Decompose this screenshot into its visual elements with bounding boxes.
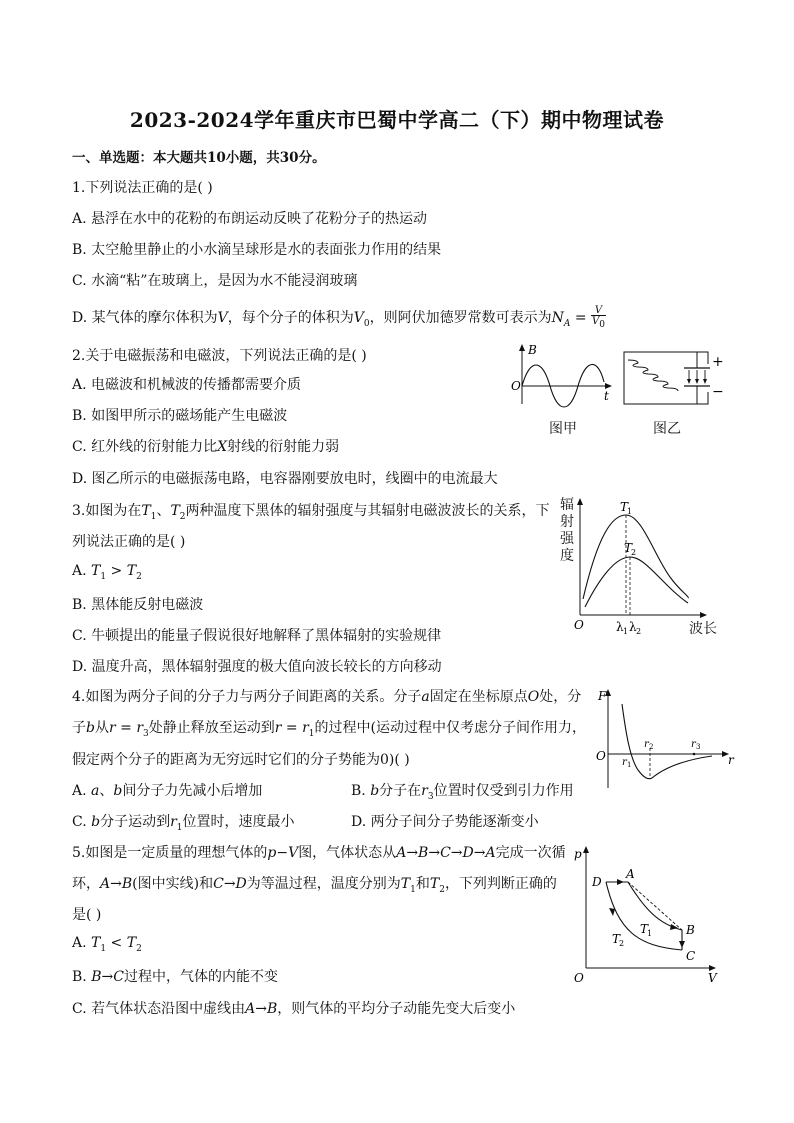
q3-stem-text-2: 、 [156, 503, 171, 519]
q5-option-a: A. $T_1 < T_2$ [72, 935, 142, 954]
svg-text:λ: λ [616, 620, 624, 634]
q3-option-d: D. 温度升高，黑体辐射强度的极大值向波长较长的方向移动 [72, 659, 442, 675]
q1-d-text: D. 某气体的摩尔体积为 [72, 310, 218, 326]
q4-a-text-2: 间分子力先减小后增加 [122, 783, 263, 799]
q2-figure-b-lc-circuit [618, 344, 728, 410]
q3-ylabel-char: 度 [560, 548, 574, 564]
svg-text:V: V [708, 971, 717, 984]
svg-text:C: C [686, 949, 696, 963]
svg-text:T: T [640, 922, 649, 936]
q2-option-d: D. 图乙所示的电磁振荡电路，电容器刚要放电时，线圈中的电流最大 [72, 471, 498, 487]
svg-text:T: T [624, 541, 633, 555]
q5-stem-text-8: ，下列判断正确的 [444, 876, 557, 892]
q1-d-text-3: ，则阿伏加德罗常数可表示为 [369, 310, 552, 326]
svg-text:O: O [574, 618, 584, 632]
q3-option-a: A. $T_1 > T_2$ [72, 563, 142, 582]
q4-stem-line1: 4.如图为两分子间的分子力与两分子间距离的关系。分子a固定在坐标原点O处，分 [72, 689, 582, 705]
q4-option-b: B. b分子在$r_3$位置时仅受到引力作用 [351, 783, 574, 802]
svg-text:B: B [528, 343, 537, 357]
q4-stem-text-6: 处静止释放至运动到 [148, 720, 275, 736]
svg-text:B: B [686, 923, 695, 937]
svg-text:1: 1 [623, 627, 629, 636]
svg-text:2: 2 [631, 548, 637, 557]
svg-text:t: t [604, 389, 609, 403]
q2-c-text: C. 红外线的衍射能力比 [72, 439, 218, 455]
q4-stem-text-5: 从 [94, 720, 109, 736]
svg-text:+: + [712, 354, 724, 370]
q5-stem-text-7: 和 [415, 876, 430, 892]
q1-stem: 1.下列说法正确的是( ) [72, 180, 213, 196]
q3-a-text: A. [72, 563, 92, 579]
q2-figure-b-caption: 图乙 [653, 421, 681, 437]
svg-text:r: r [728, 753, 734, 767]
q3-stem-text: 3.如图为在 [72, 503, 142, 519]
q4-stem-text: 4.如图为两分子间的分子力与两分子间距离的关系。分子 [72, 689, 422, 705]
q1-option-a: A. 悬浮在水中的花粉的布朗运动反映了花粉分子的热运动 [72, 211, 428, 227]
svg-text:2: 2 [649, 743, 654, 751]
q4-b-text: B. [351, 783, 371, 799]
q4-stem-line2: 子b从$r = r_3$处静止释放至运动到$r = r_1$的过程中(运动过程中仅考虑分子间作用力， [72, 720, 586, 739]
svg-text:1: 1 [627, 507, 633, 516]
q4-stem-text-3: 处，分 [539, 689, 582, 705]
section-heading: 一、单选题：本大题共10小题，共30分。 [72, 150, 326, 166]
svg-text:O: O [574, 971, 584, 984]
q4-c-text: C. [72, 814, 92, 830]
q2-c-text-2: 射线的衍射能力弱 [227, 439, 340, 455]
svg-text:T: T [612, 932, 621, 946]
q3-option-c: C. 牛顿提出的能量子假说很好地解释了黑体辐射的实验规律 [72, 628, 442, 644]
q5-stem-text-4: 环， [72, 876, 100, 892]
svg-text:λ: λ [629, 620, 637, 634]
q2-option-c: C. 红外线的衍射能力比X射线的衍射能力弱 [72, 439, 340, 455]
q3-ylabel-char: 射 [560, 514, 574, 530]
q4-a-text: A. [72, 783, 92, 799]
q5-c-text-2: ，则气体的平均分子动能先变大后变小 [277, 1001, 516, 1017]
q4-option-d: D. 两分子间分子势能逐渐变小 [351, 814, 539, 830]
svg-text:1: 1 [627, 761, 632, 769]
q4-option-c: C. b分子运动到$r_1$位置时，速度最小 [72, 814, 295, 833]
q3-stem-text-3: 两种温度下黑体的辐射强度与其辐射电磁波波长的关系，下 [185, 503, 550, 519]
svg-text:r: r [691, 739, 696, 750]
q4-c-text-2: 分子运动到 [100, 814, 171, 830]
q2-option-a: A. 电磁波和机械波的传播都需要介质 [72, 377, 302, 393]
q5-b-text: B. [72, 969, 92, 985]
q2-stem: 2.关于电磁振荡和电磁波，下列说法正确的是( ) [72, 348, 367, 364]
q5-stem-line3: 是( ) [72, 907, 102, 923]
q1-option-b: B. 太空舱里静止的小水滴呈球形是水的表面张力作用的结果 [72, 242, 442, 258]
q5-stem-line1: 5.如图是一定质量的理想气体的p−V图，气体状态从A→B→C→D→A完成一次循 [72, 845, 566, 861]
q5-stem-text: 5.如图是一定质量的理想气体的 [72, 845, 268, 861]
q5-stem-text-3: 完成一次循 [495, 845, 566, 861]
q1-d-fraction: $\frac{V}{V_0}$ [592, 305, 605, 330]
q4-b-text-2: 分子在 [379, 783, 422, 799]
q5-option-c: C. 若气体状态沿图中虚线由A→B，则气体的平均分子动能先变大后变小 [72, 1001, 516, 1017]
q3-stem-line1: 3.如图为在$T_1$、$T_2$两种温度下黑体的辐射强度与其辐射电磁波波长的关系，下 [72, 503, 550, 522]
q4-b-text-3: 位置时仅受到引力作用 [433, 783, 574, 799]
q5-stem-text-6: 为等温过程，温度分别为 [246, 876, 401, 892]
svg-text:O: O [596, 749, 606, 763]
svg-text:O: O [511, 379, 521, 393]
svg-text:1: 1 [647, 929, 653, 938]
q3-option-b: B. 黑体能反射电磁波 [72, 597, 204, 613]
q4-option-a: A. a、b间分子力先减小后增加 [72, 783, 263, 799]
q4-stem-text-2: 固定在坐标原点 [429, 689, 528, 705]
q2-figure-a-sine-graph [508, 342, 616, 408]
q3-figure-blackbody-graph [570, 495, 720, 637]
q5-figure-pv-graph [566, 842, 726, 984]
q1-d-text-2: ，每个分子的体积为 [227, 310, 354, 326]
q4-stem-text-7: 的过程中(运动过程中仅考虑分子间作用力， [314, 720, 586, 736]
q5-option-b: B. B→C过程中，气体的内能不变 [72, 969, 278, 985]
svg-text:r: r [622, 757, 627, 768]
q4-stem-line3: 假定两个分子的距离为无穷远时它们的分子势能为0)( ) [72, 752, 410, 768]
svg-text:D: D [592, 875, 602, 889]
q5-a-text: A. [72, 935, 92, 951]
q3-stem-line2: 列说法正确的是( ) [72, 534, 186, 550]
svg-text:2: 2 [619, 939, 625, 948]
svg-text:F: F [598, 689, 607, 703]
q5-stem-text-5: (图中实线)和 [132, 876, 214, 892]
q1-option-d: D. 某气体的摩尔体积为V，每个分子的体积为$V_0$，则阿伏加德罗常数可表示为$N_A = \frac{V}{V_0}$ [72, 305, 605, 330]
q4-c-text-3: 位置时，速度最小 [182, 814, 295, 830]
q5-stem-text-2: 图，气体状态从 [298, 845, 397, 861]
q5-b-text-2: 过程中，气体的内能不变 [123, 969, 278, 985]
svg-text:3: 3 [696, 743, 701, 751]
q5-c-text: C. 若气体状态沿图中虚线由 [72, 1001, 246, 1017]
svg-text:T: T [620, 500, 629, 514]
q1-option-c: C. 水滴“粘”在玻璃上，是因为水不能浸润玻璃 [72, 273, 358, 289]
q2-figure-a-caption: 图甲 [549, 421, 577, 437]
q3-ylabel-char: 强 [560, 531, 574, 547]
svg-text:A: A [626, 867, 635, 881]
q3-figure-xlabel: 波长 [689, 621, 717, 637]
svg-text:2: 2 [636, 627, 642, 636]
q2-option-b: B. 如图甲所示的磁场能产生电磁波 [72, 408, 288, 424]
svg-text:−: − [712, 384, 724, 400]
svg-text:p: p [574, 847, 582, 861]
q5-stem-line2: 环，A→B(图中实线)和C→D为等温过程，温度分别为$T_1$和$T_2$，下列判断正确的 [72, 876, 557, 895]
q4-figure-force-graph [592, 684, 742, 794]
q4-stem-text-4: 子 [72, 720, 86, 736]
page-title: 2023-2024学年重庆市巴蜀中学高二（下）期中物理试卷 [129, 108, 665, 132]
svg-text:r: r [644, 739, 649, 750]
q3-ylabel-char: 辐 [560, 497, 574, 513]
